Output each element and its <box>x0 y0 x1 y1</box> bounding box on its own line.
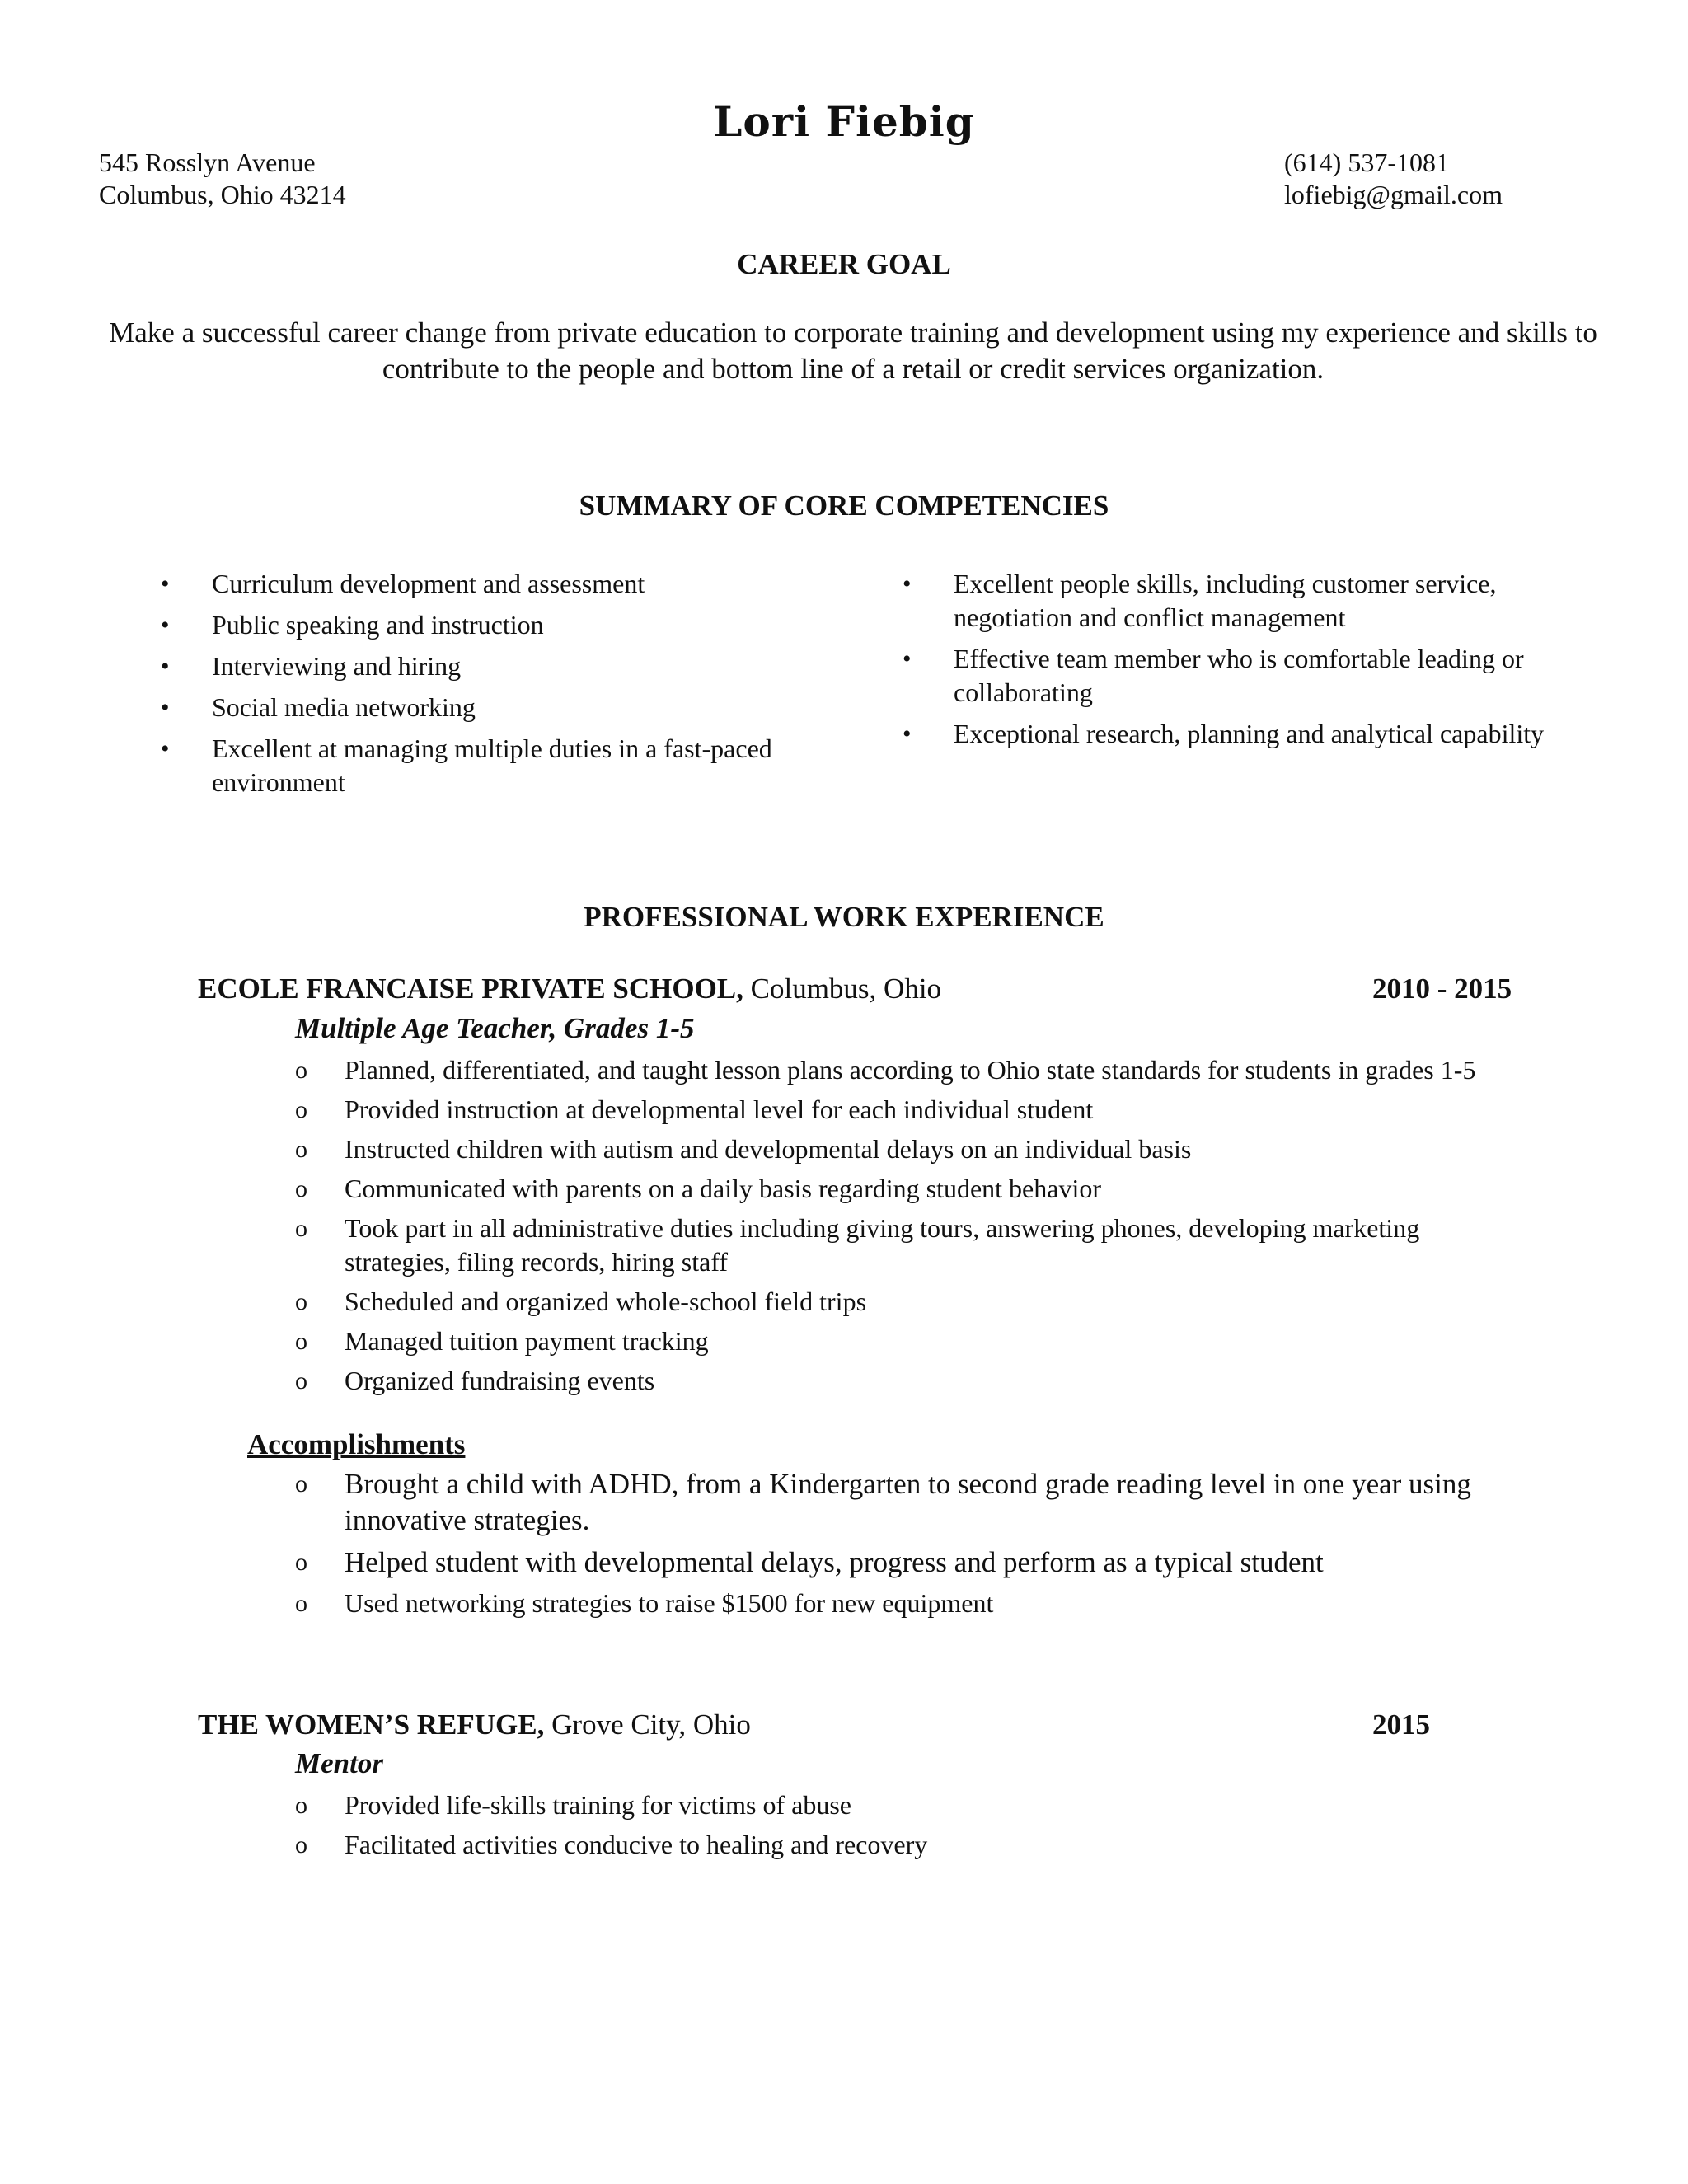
job1-duties <box>295 1053 1531 1404</box>
duty-item: o Organized fundraising events <box>295 1364 1531 1398</box>
competencies-heading: SUMMARY OF CORE COMPETENCIES <box>579 490 1109 522</box>
duty-item: o Planned, differentiated, and taught lesson plans according to Ohio state standards for students in grades 1-5 <box>295 1053 1531 1087</box>
job1-employer: ECOLE FRANCAISE PRIVATE SCHOOL, <box>198 972 743 1005</box>
duty-item: o Provided life-skills training for victims of abuse <box>295 1788 1531 1822</box>
accomplishment-item: o Brought a child with ADHD, from a Kindergarten to second grade reading level in one year using innovative strategies. <box>295 1468 1471 1536</box>
accomplishment-item: o Used networking strategies to raise $1500 for new equipment <box>295 1586 1540 1620</box>
experience-heading: PROFESSIONAL WORK EXPERIENCE <box>584 901 1104 933</box>
address-street: 545 Rosslyn Avenue <box>99 148 316 177</box>
accomplishment-item: o Helped student with developmental delays, progress and perform as a typical student <box>295 1544 1540 1581</box>
circle-bullet-icon: o <box>295 1136 307 1163</box>
job1-role: Multiple Age Teacher, Grades 1-5 <box>295 1012 695 1044</box>
phone-number: (614) 537-1081 <box>1284 148 1449 177</box>
email-address: lofiebig@gmail.com <box>1284 180 1503 209</box>
career-goal-heading: CAREER GOAL <box>737 248 951 280</box>
candidate-name: Lori Fiebig <box>713 97 975 146</box>
circle-bullet-icon: o <box>295 1549 307 1576</box>
competency-item: • Exceptional research, planning and analytical capability <box>903 717 1545 751</box>
job2-duties <box>295 1788 1531 1868</box>
job2-role: Mentor <box>295 1747 383 1779</box>
competency-item: • Excellent at managing multiple duties in a fast-paced environment <box>161 732 837 799</box>
job1-accomplishments <box>295 1466 1540 1626</box>
competencies-left-column <box>161 567 837 807</box>
competencies-right-column <box>903 567 1545 758</box>
competency-item: • Public speaking and instruction <box>161 608 837 642</box>
duty-item: o Provided instruction at developmental level for each individual student <box>295 1093 1531 1127</box>
accomplishments-heading: Accomplishments <box>247 1428 466 1460</box>
circle-bullet-icon: o <box>295 1831 307 1858</box>
job1-employer-line <box>198 972 941 1005</box>
circle-bullet-icon: o <box>295 1367 307 1394</box>
job2-employer: THE WOMEN’S REFUGE, <box>198 1708 545 1741</box>
job1-years: 2010 - 2015 <box>1372 972 1512 1005</box>
duty-item: o Took part in all administrative duties including giving tours, answering phones, developing marketing strategies, filing records, hiring staff <box>295 1213 1420 1277</box>
duty-item: o Managed tuition payment tracking <box>295 1324 1531 1358</box>
duty-item: o Facilitated activities conducive to healing and recovery <box>295 1828 1531 1862</box>
circle-bullet-icon: o <box>295 1288 307 1315</box>
circle-bullet-icon: o <box>295 1215 307 1242</box>
address-city: Columbus, Ohio 43214 <box>99 180 346 209</box>
circle-bullet-icon: o <box>295 1175 307 1202</box>
competency-item: • Interviewing and hiring <box>161 649 837 683</box>
address-block <box>99 147 346 211</box>
duty-item: o Scheduled and organized whole-school field trips <box>295 1285 1531 1319</box>
circle-bullet-icon: o <box>295 1792 307 1819</box>
competency-item: • Effective team member who is comfortable leading or collaborating <box>903 642 1545 710</box>
job2-location: Grove City, Ohio <box>544 1708 751 1741</box>
job2-employer-line <box>198 1708 751 1741</box>
career-goal-text: Make a successful career change from private education to corporate training and development using my experience and skills to contribute to the people and bottom line of a retail or credit services organization. <box>109 316 1597 385</box>
circle-bullet-icon: o <box>295 1470 307 1497</box>
circle-bullet-icon: o <box>295 1328 307 1355</box>
duty-item: o Instructed children with autism and developmental delays on an individual basis <box>295 1132 1531 1166</box>
competency-item: • Curriculum development and assessment <box>161 567 837 601</box>
competency-item: • Social media networking <box>161 691 837 724</box>
job2-years: 2015 <box>1372 1708 1430 1741</box>
circle-bullet-icon: o <box>295 1590 307 1617</box>
competency-item: • Excellent people skills, including customer service, negotiation and conflict management <box>903 567 1545 635</box>
duty-item: o Communicated with parents on a daily basis regarding student behavior <box>295 1172 1531 1206</box>
contact-block <box>1284 147 1503 211</box>
circle-bullet-icon: o <box>295 1057 307 1084</box>
circle-bullet-icon: o <box>295 1096 307 1123</box>
job1-location: Columbus, Ohio <box>743 972 942 1005</box>
